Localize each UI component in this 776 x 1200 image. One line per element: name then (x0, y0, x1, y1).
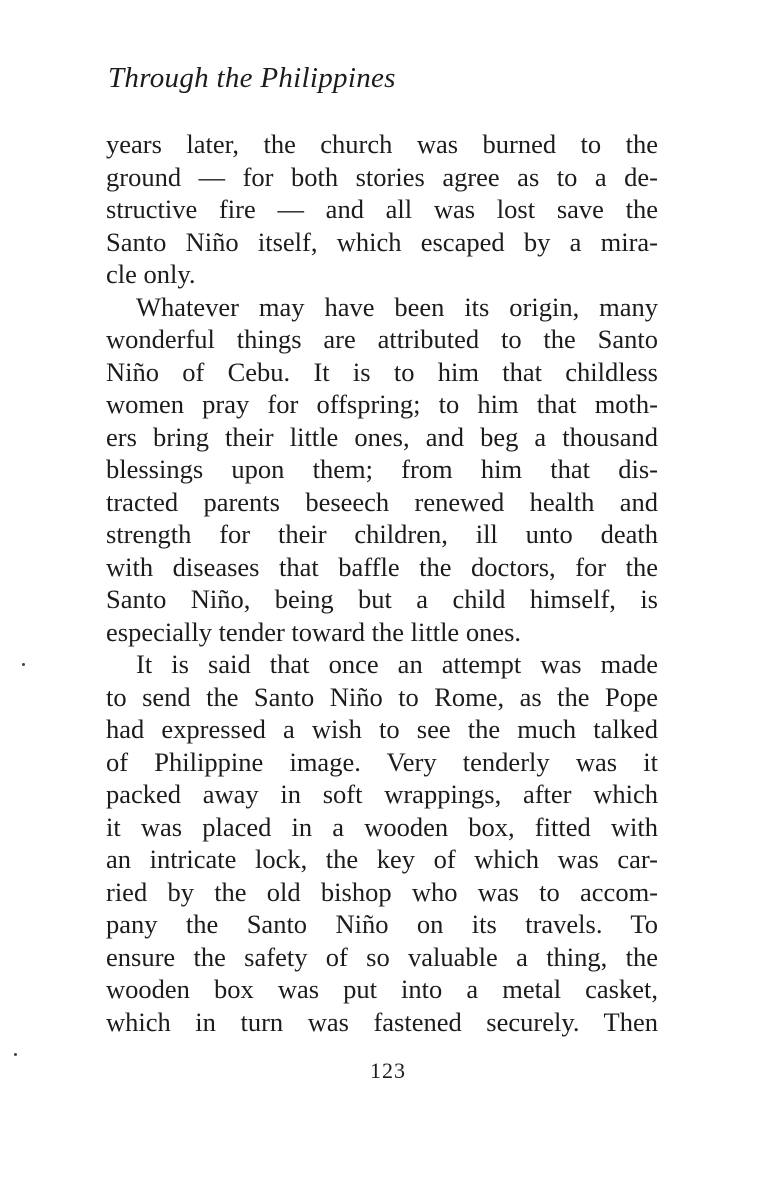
running-head: Through the Philippines (108, 62, 396, 94)
text-line: years later, the church was burned to the (106, 129, 658, 159)
text-line: of Philippine image. Very tenderly was it (106, 746, 658, 777)
text-line: ground — for both stories agree as to a de- (106, 161, 658, 192)
text-line: ers bring their little ones, and beg a thousand (106, 421, 658, 452)
text-line: strength for their children, ill unto death (106, 519, 658, 549)
text-line: ensure the safety of so valuable a thing, the (106, 941, 658, 972)
text-line: with diseases that baffle the doctors, for the (106, 551, 658, 582)
text-line: it was placed in a wooden box, fitted with (106, 811, 658, 842)
text-line: pany the Santo Niño on its travels. To (106, 909, 658, 939)
text-line: wooden box was put into a metal casket, (106, 974, 658, 1004)
text-line: Niño of Cebu. It is to him that childless (106, 356, 658, 387)
paragraph-1 (106, 128, 658, 291)
text-line: packed away in soft wrappings, after which (106, 779, 658, 809)
text-line: structive fire — and all was lost save the (106, 194, 658, 224)
text-line: blessings upon them; from him that dis- (106, 454, 658, 484)
page-number: 123 (370, 1058, 406, 1083)
paragraph-2 (106, 291, 658, 649)
text-line: had expressed a wish to see the much talked (106, 714, 658, 744)
text-line: ried by the old bishop who was to accom- (106, 876, 658, 907)
text-line: an intricate lock, the key of which was car- (106, 844, 658, 874)
text-line: cle only. (106, 259, 196, 289)
body-text (106, 128, 658, 1038)
print-speck (14, 1053, 17, 1056)
text-line: tracted parents beseech renewed health and (106, 486, 658, 517)
text-line: It is said that once an attempt was made (136, 649, 658, 679)
text-line: Santo Niño itself, which escaped by a mira- (106, 226, 658, 257)
text-line: especially tender toward the little ones. (106, 616, 522, 647)
text-line: to send the Santo Niño to Rome, as the Pope (106, 681, 658, 712)
print-speck (22, 663, 25, 666)
text-line: Santo Niño, being but a child himself, is (106, 584, 658, 614)
text-line: women pray for offspring; to him that moth- (106, 389, 658, 419)
paragraph-3 (106, 648, 658, 1038)
text-line: which in turn was fastened securely. Then (106, 1006, 658, 1037)
text-line: wonderful things are attributed to the Santo (106, 324, 658, 354)
text-line: Whatever may have been its origin, many (136, 291, 658, 322)
